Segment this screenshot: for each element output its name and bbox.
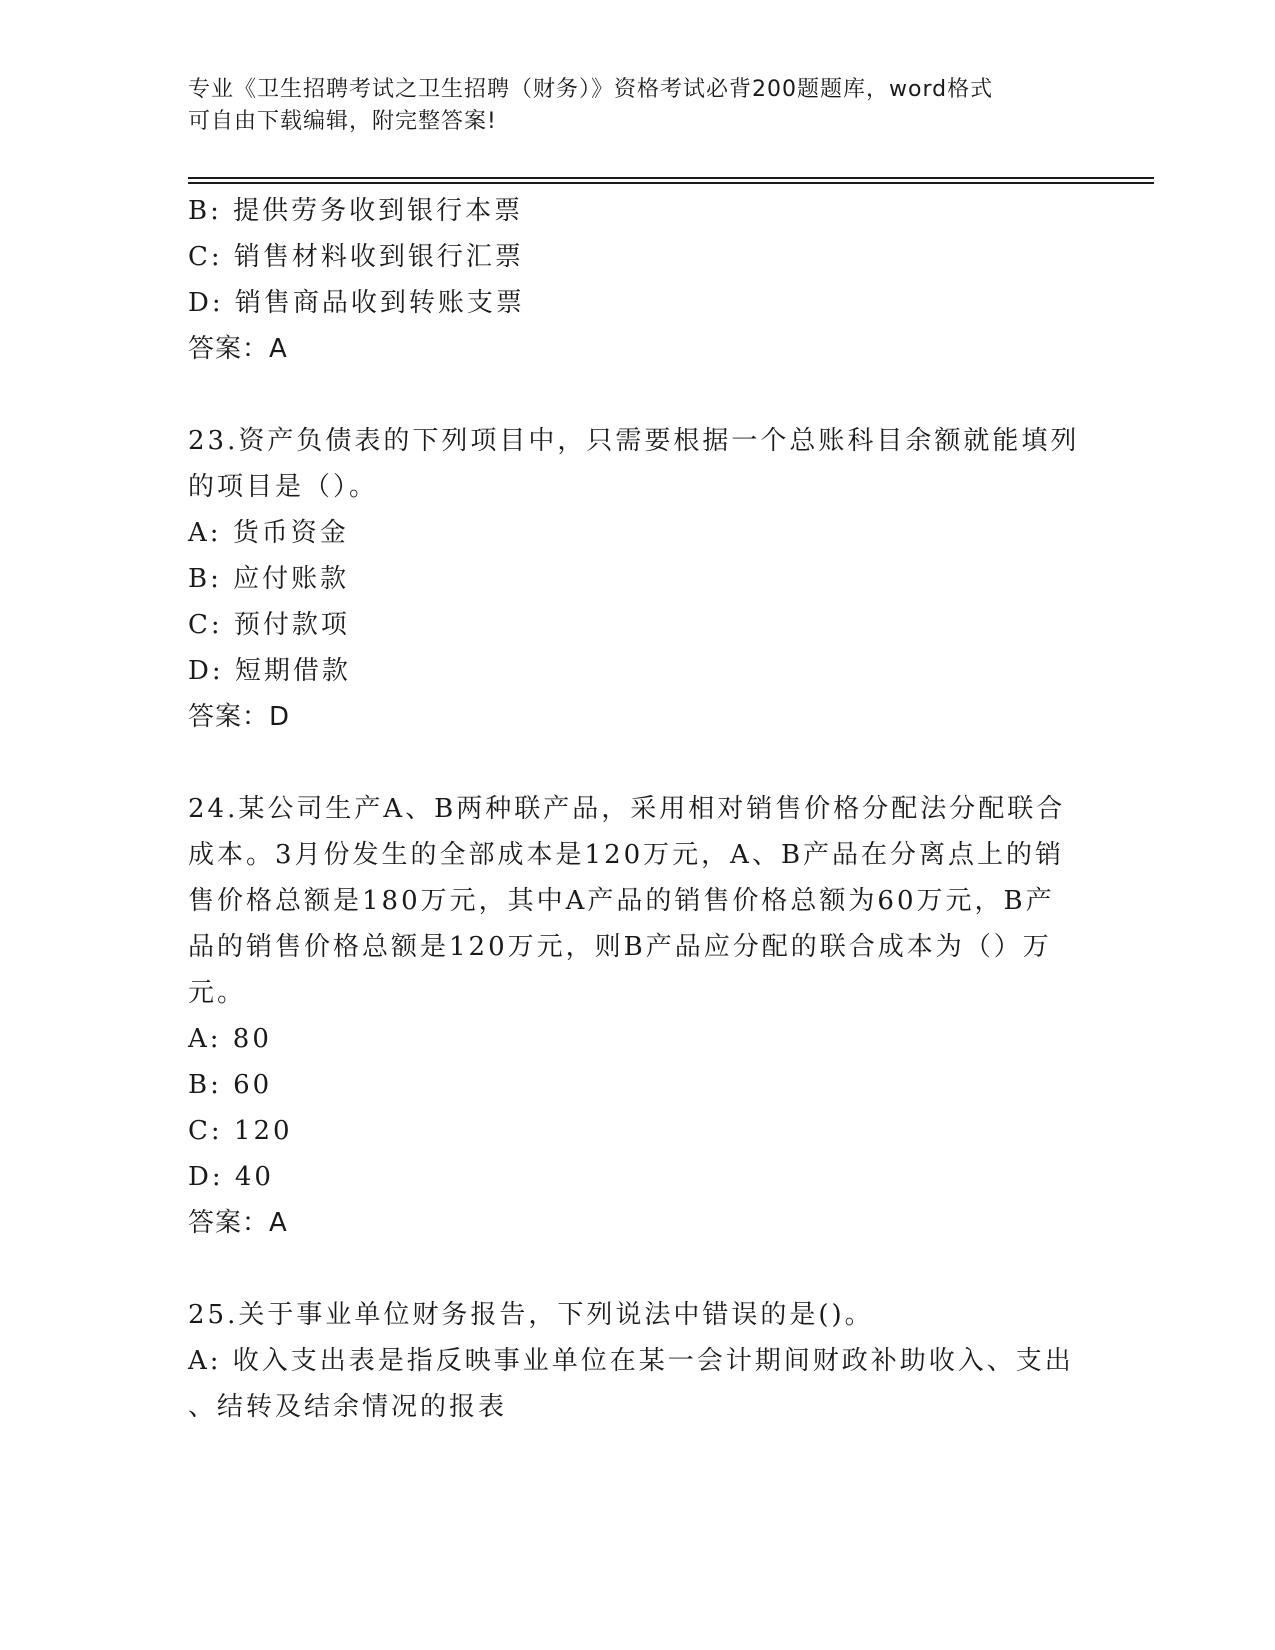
header-divider-top — [188, 177, 1154, 179]
option-c: C: 销售材料收到银行汇票 — [188, 242, 524, 272]
answer: 答案：D — [188, 702, 291, 732]
option-a: A: 80 — [188, 1024, 272, 1054]
header-divider-bottom — [188, 182, 1154, 184]
option-a: A: 货币资金 — [188, 518, 349, 548]
question-text-line: 24.某公司生产A、B两种联产品，采用相对销售价格分配法分配联合 — [188, 794, 1066, 824]
answer: 答案：A — [188, 1208, 288, 1238]
question-text-line: 成本。3月份发生的全部成本是120万元，A、B产品在分离点上的销 — [188, 840, 1065, 870]
question-text-line: 品的销售价格总额是120万元，则B产品应分配的联合成本为（）万 — [188, 932, 1052, 962]
header-line-1: 专业《卫生招聘考试之卫生招聘（财务）》资格考试必背200题题库，word格式 — [188, 77, 994, 102]
question-text-line: 23.资产负债表的下列项目中，只需要根据一个总账科目余额就能填列 — [188, 426, 1080, 456]
question-text-line: 的项目是（）。 — [188, 472, 379, 502]
question-text-line: 元。 — [188, 978, 247, 1008]
header-line-2: 可自由下载编辑，附完整答案! — [188, 109, 497, 134]
option-c: C: 预付款项 — [188, 610, 350, 640]
answer: 答案：A — [188, 334, 288, 364]
question-23 — [188, 418, 1088, 740]
option-d: D: 短期借款 — [188, 656, 351, 686]
document-header — [188, 74, 1068, 138]
option-b: B: 应付账款 — [188, 564, 350, 594]
question-content — [188, 188, 1088, 1430]
option-b: B: 60 — [188, 1070, 273, 1100]
option-d: D: 销售商品收到转账支票 — [188, 288, 525, 318]
option-a: A: 收入支出表是指反映事业单位在某一会计期间财政补助收入、支出 — [188, 1346, 1074, 1376]
previous-question-block — [188, 188, 1088, 372]
option-b: B: 提供劳务收到银行本票 — [188, 196, 524, 226]
question-text-line: 25.关于事业单位财务报告，下列说法中错误的是()。 — [188, 1300, 874, 1330]
option-c: C: 120 — [188, 1116, 293, 1146]
question-text-line: 售价格总额是180万元，其中A产品的销售价格总额为60万元，B产 — [188, 886, 1055, 916]
option-a-continued: 、结转及结余情况的报表 — [188, 1392, 508, 1422]
question-25 — [188, 1292, 1088, 1430]
question-24 — [188, 786, 1088, 1246]
option-d: D: 40 — [188, 1162, 274, 1192]
